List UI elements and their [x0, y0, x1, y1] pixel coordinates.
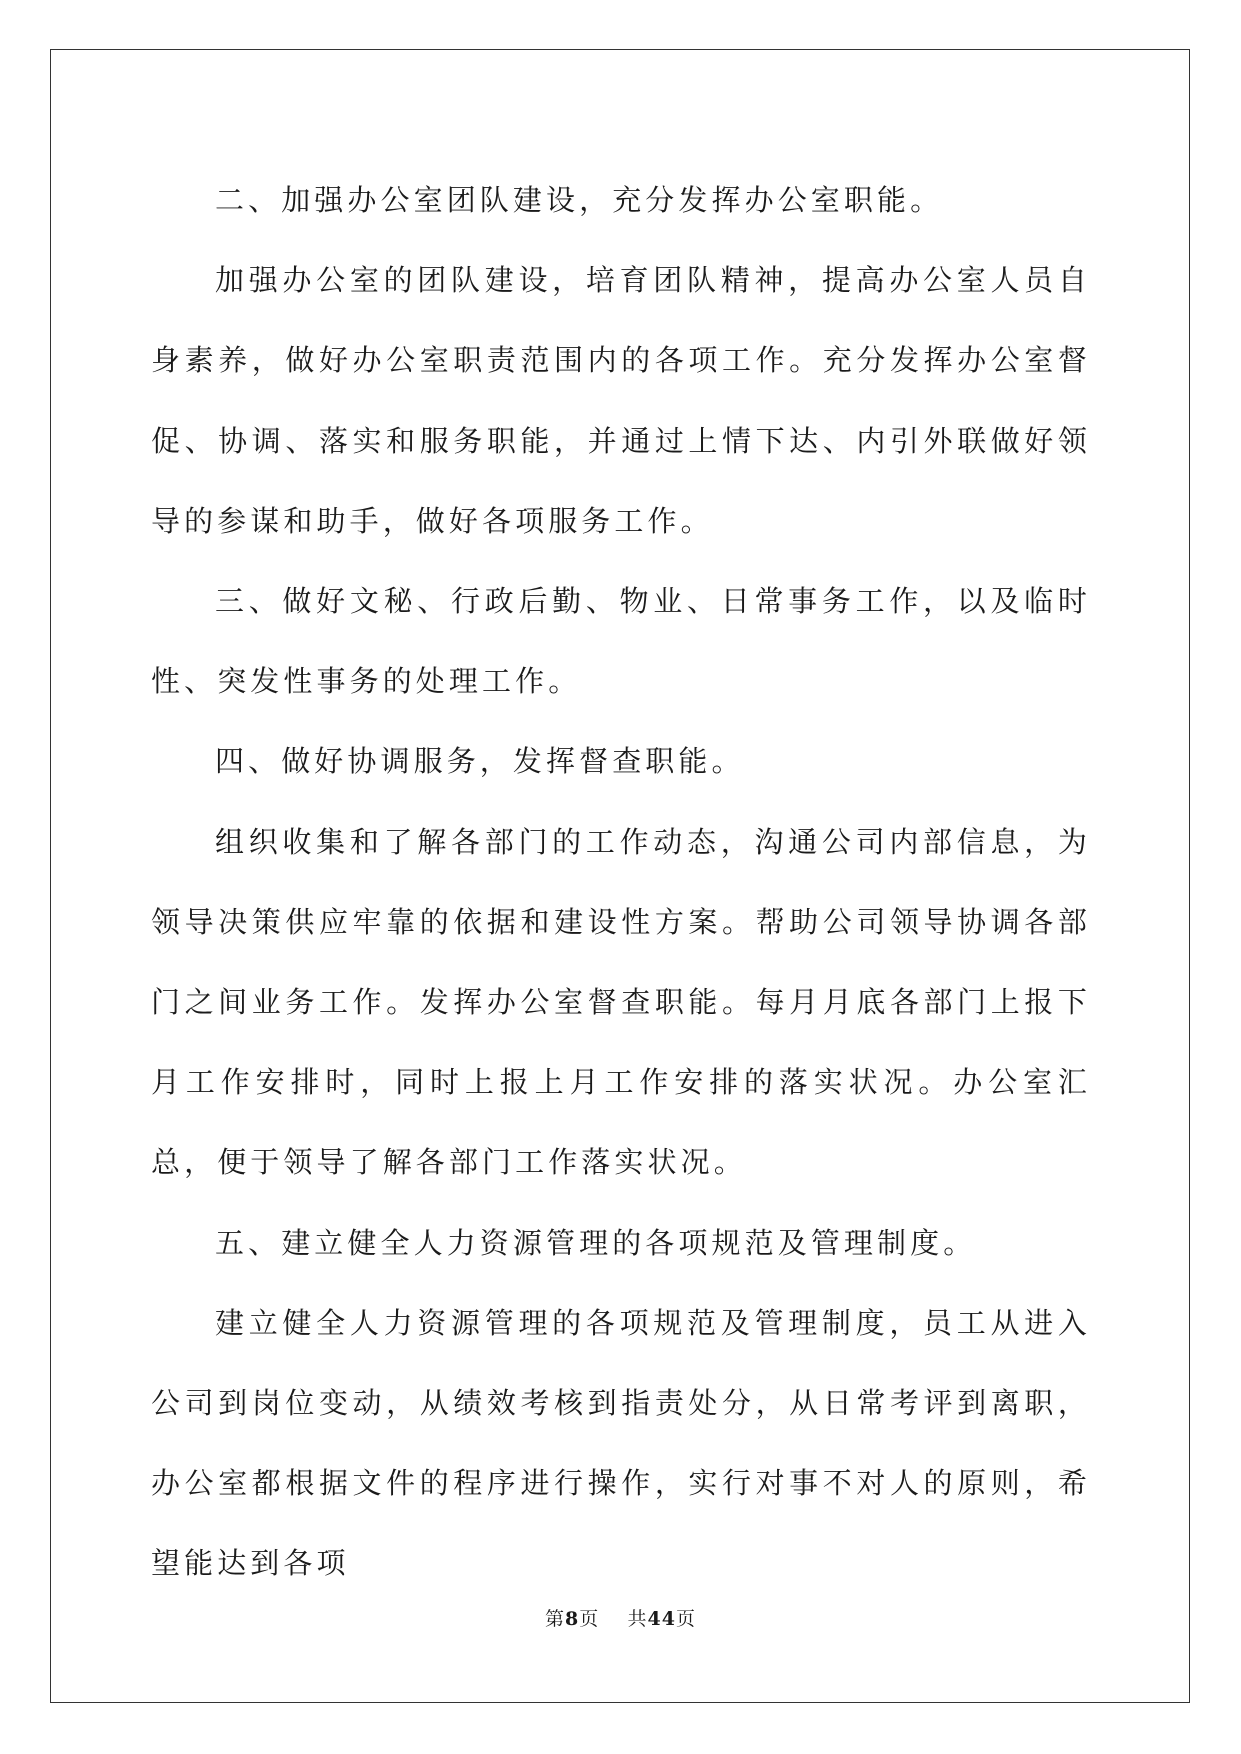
paragraph: 建立健全人力资源管理的各项规范及管理制度，员工从进入公司到岗位变动，从绩效考核到指责处分，从日常考评到离职，办公室都根据文件的程序进行操作，实行对事不对人的原则，希望能达到各项 [151, 1305, 1091, 1581]
page-footer [0, 1604, 1241, 1631]
footer-page-suffix: 页 [579, 1608, 600, 1630]
footer-prefix: 第 [545, 1608, 566, 1630]
paragraph-heading-2: 二、加强办公室团队建设，充分发挥办公室职能。 [215, 183, 944, 217]
paragraph: 组织收集和了解各部门的工作动态，沟通公司内部信息，为领导决策供应牢靠的依据和建设性方案。帮助公司领导协调各部门之间业务工作。发挥办公室督查职能。每月月底各部门上报下月工作安排时，同时上报上月工作安排的落实状况。办公室汇总，便于领导了解各部门工作落实状况。 [151, 824, 1091, 1180]
paragraph-heading-5: 五、建立健全人力资源管理的各项规范及管理制度。 [215, 1225, 977, 1260]
footer-total-prefix: 共 [627, 1608, 648, 1630]
total-pages: 44 [647, 1608, 676, 1630]
footer-total-suffix: 页 [675, 1608, 696, 1630]
paragraph-heading-4: 四、做好协调服务，发挥督查职能。 [215, 744, 745, 779]
paragraph: 加强办公室的团队建设，培育团队精神，提高办公室人员自身素养，做好办公室职责范围内的各项工作。充分发挥办公室督促、协调、落实和服务职能，并通过上情下达、内引外联做好领导的参谋和助手，做好各项服务工作。 [151, 263, 1091, 538]
paragraph-heading-3: 三、做好文秘、行政后勤、物业、日常事务工作，以及临时性、突发性事务的处理工作。 [151, 584, 1091, 699]
document-body [151, 160, 1091, 1604]
page-number: 8 [565, 1608, 580, 1630]
